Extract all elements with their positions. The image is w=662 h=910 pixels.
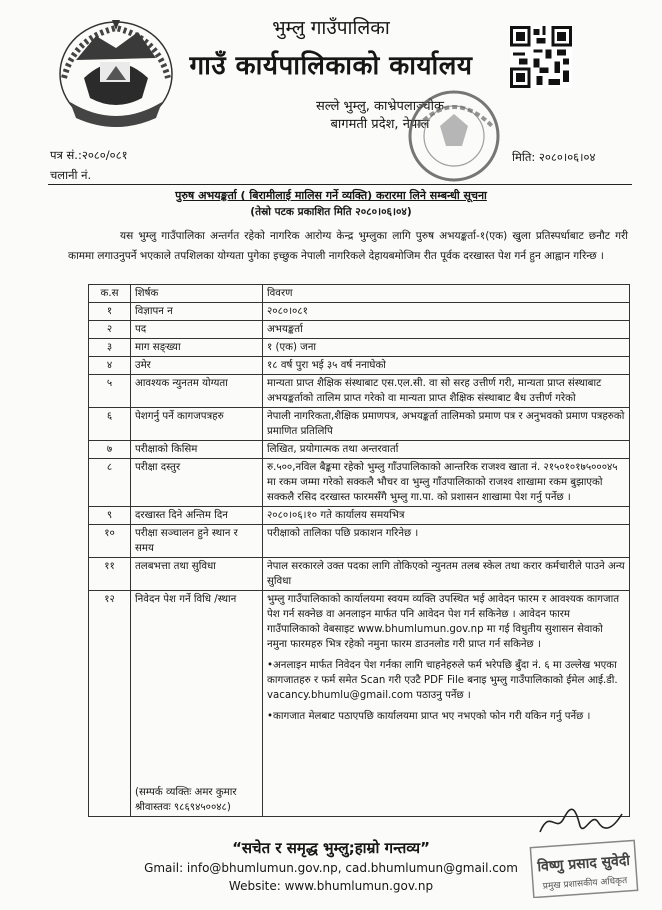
footer-email: Gmail: info@bhumlumun.gov.np, cad.bhumlumun@gmail.com: [144, 861, 518, 875]
vacancy-details-table: [88, 284, 630, 817]
table-row: [89, 441, 630, 459]
reference-number: पत्र सं.:२०८०/०८१: [50, 148, 128, 162]
row-sn: ५: [89, 375, 131, 408]
table-row: [89, 303, 630, 321]
row-detail: १८ वर्ष पुरा भई ३५ वर्ष ननाघेको: [263, 357, 630, 375]
address-line-2: बागमती प्रदेश, नेपाल: [330, 117, 430, 132]
row-sn: ४: [89, 357, 131, 375]
table-row: [89, 339, 630, 357]
row-title: परीक्षा सञ्चालन हुने स्थान र समय: [131, 525, 263, 558]
row-sn: ६: [89, 408, 131, 441]
row-title-text: निवेदन पेश गर्ने विधि /स्थान: [135, 594, 237, 605]
row-sn: ३: [89, 339, 131, 357]
table-row: [89, 357, 630, 375]
row-sn: १: [89, 303, 131, 321]
row-detail: अभयङ्कर्ता: [263, 321, 630, 339]
svg-text:विष्णु प्रसाद सुवेदी: विष्णु प्रसाद सुवेदी: [536, 852, 631, 876]
row-sn: १२: [89, 591, 131, 817]
svg-text:प्रमुख प्रशासकीय अधिकृत: प्रमुख प्रशासकीय अधिकृत: [542, 876, 628, 892]
row-title: माग सङ्ख्या: [131, 339, 263, 357]
contact-person: (सम्पर्क व्यक्तिः अमर कुमार श्रीवास्तवः ९८६९४५००४८): [135, 787, 237, 813]
row-detail: परीक्षाको तालिका पछि प्रकाशन गरिनेछ ।: [263, 525, 630, 558]
notice-subtitle: (तेस्रो पटक प्रकाशित मिति २०८०।०६।०४): [250, 206, 412, 218]
row-detail: २०८०।०६।१० गते कार्यालय समयभित्र: [263, 507, 630, 525]
footer-website: Website: www.bhumlumun.gov.np: [228, 879, 434, 893]
row-sn: २: [89, 321, 131, 339]
row-title: पद: [131, 321, 263, 339]
row-title: पेशगर्नु पर्ने कागजपत्रहरु: [131, 408, 263, 441]
application-method-text: भुम्लु गाउँपालिकाको कार्यालयमा स्वयम व्यक्ति उपस्थित भई आवेदन फारम र आवश्यक कागजात पेश गर्न सक्नेछ वा अनलाइन मार्फत पनि आवेदन पेश गर्न सकिनेछ । आवेदन फारम गाउँपालिकाको वेबसाइट www.bhumlumun.gov.np मा गई विधुतीय सुशासन सेवाको नमुना फारमहरु भित्र रहेको नमुना फारम डाउनलोड गरी प्राप्त गर्न सकिनेछ ।: [267, 594, 620, 650]
header-detail: विवरण: [263, 285, 630, 303]
row-detail: मान्यता प्राप्त शैक्षिक संस्थाबाट एस.एल.सी. वा सो सरह उत्तीर्ण गरी, मान्यता प्राप्त संस्थाबाट अभयङ्कर्ताको तालिम प्राप्त गरेको वा मान्यता प्राप्त शैक्षिक संस्थाबाट बैध उत्तीर्ण गरेको: [263, 375, 630, 408]
municipality-name: भुम्लु गाउँपालिका: [272, 17, 390, 39]
table-row: [89, 525, 630, 558]
row-sn: १०: [89, 525, 131, 558]
notice-intro: यस भुम्लु गाउँपालिका अन्तर्गत रहेको नागरिक आरोग्य केन्द्र भुम्लुका लागि पुरुष अभयङ्कर्ता-१(एक) खुला प्रतिस्पर्धाबाट छनौट गरी काममा लगाउनुपर्ने भएकाले तपशिलका योग्यता पुगेका इच्छुक नेपाली नागरिकले देहायबमोजिम रीत पूर्वक दरखास्त पेश गर्न हुन आह्वान गरिन्छ ।: [68, 230, 628, 262]
confirmation-text: •कागजात मेलबाट पठाएपछि कार्यालयमा प्राप्त भए नभएको फोन गरी यकिन गर्नु पर्नेछ ।: [267, 711, 591, 722]
row-detail: रु.५००,नविल बैङ्कमा रहेको भुम्लु गाँउपालिकाको आन्तरिक राजश्व खाता नं. २१५०१०१७५०००४५ मा रकम जम्मा गरेको सक्कलै भौचर वा भुम्लु गाँउपालिकाको राजश्व शाखामा रकम बुझाएको सक्कलै रसिद दरखास्त फारमसँगै भुम्लु गा.पा. को प्रशासन शाखामा पेश गर्नु पर्नेछ ।: [263, 459, 630, 507]
table-row: [89, 375, 630, 408]
row-detail: [263, 591, 630, 817]
motto: “सचेत र समृद्ध भुम्लु;हाम्रो गन्तव्य”: [232, 839, 430, 857]
table-row: [89, 408, 630, 441]
table-row: [89, 591, 630, 817]
notice-title-text: पुरुष अभयङ्कर्ता ( बिरामीलाई मालिस गर्ने व्यक्ति) करारमा लिने सम्बन्धी सूचना: [175, 189, 487, 202]
online-application-text: •अनलाइन मार्फत निवेदन पेश गर्नका लागि चाहनेहरुले फर्म भरेपछि बुँदा नं. ६ मा उल्लेख भएका कागजातहरु र फर्म समेत Scan गरी एउटै PDF File बनाइ भुम्लु गाउँपालिकाको ईमेल आई.डी. vacancy.bhumlu@gmail.com पठाउनु पर्नेछ ।: [267, 660, 618, 701]
signature: [536, 804, 626, 840]
header-title: शिर्षक: [131, 285, 263, 303]
table-header-row: [89, 285, 630, 303]
qr-code-icon: [510, 26, 572, 88]
row-sn: ८: [89, 459, 131, 507]
row-title: तलबभत्ता तथा सुविधा: [131, 558, 263, 591]
row-title: दरखास्त दिने अन्तिम दिन: [131, 507, 263, 525]
office-stamp: [400, 86, 508, 184]
row-detail: नेपाली नागरिकता,शैक्षिक प्रमाणपत्र, अभयङ्कर्ता तालिमको प्रमाण पत्र र अनुभवको प्रमाण पत्रहरुको प्रमाणित प्रतिलिपि: [263, 408, 630, 441]
row-title: परीक्षा दस्तुर: [131, 459, 263, 507]
row-title: विज्ञापन न: [131, 303, 263, 321]
notice-date: मिति: २०८०।०६।०४: [512, 150, 596, 164]
row-sn: ७: [89, 441, 131, 459]
table-row: [89, 459, 630, 507]
row-detail: १ (एक) जना: [263, 339, 630, 357]
office-name: गाउँ कार्यपालिकाको कार्यालय: [189, 51, 473, 81]
table-row: [89, 558, 630, 591]
header-divider: [48, 184, 632, 185]
address-line-1: सल्ले भुम्लु, काभ्रेपलाञ्चोक: [315, 99, 445, 114]
header-sn: क.स: [89, 285, 131, 303]
row-sn: ९: [89, 507, 131, 525]
table-row: [89, 321, 630, 339]
row-detail: २०८०।०८१: [263, 303, 630, 321]
row-title: उमेर: [131, 357, 263, 375]
row-title: [131, 591, 263, 817]
row-detail: नेपाल सरकारले उक्त पदका लागि तोकिएको न्युनतम तलब स्केल तथा करार कर्मचारीले पाउने अन्य सुविधा: [263, 558, 630, 591]
row-sn: ११: [89, 558, 131, 591]
row-title: परीक्षाको किसिम: [131, 441, 263, 459]
row-detail: लिखित, प्रयोगात्मक तथा अन्तरवार्ता: [263, 441, 630, 459]
table-row: [89, 507, 630, 525]
row-title: आवश्यक न्युनतम योग्यता: [131, 375, 263, 408]
notice-title: [0, 188, 662, 203]
dispatch-number: चलानी नं.: [50, 168, 92, 182]
